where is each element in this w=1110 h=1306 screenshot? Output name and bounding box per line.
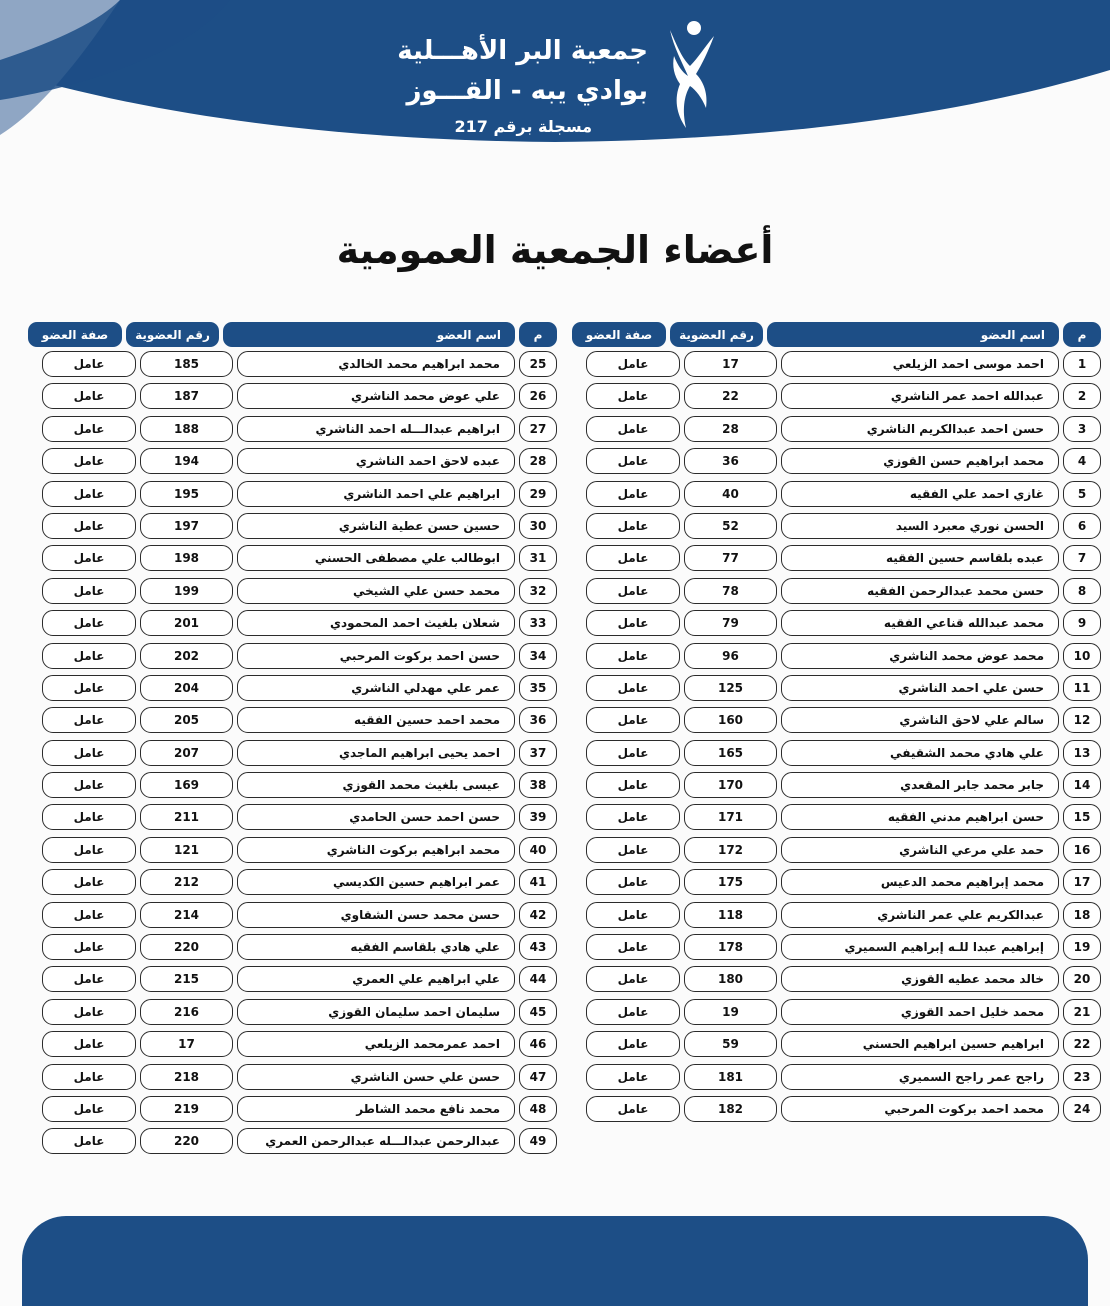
member-name: غازي احمد علي الفقيه xyxy=(781,481,1059,507)
table-row xyxy=(28,351,557,383)
member-role: عامل xyxy=(586,1031,680,1057)
row-number: 32 xyxy=(519,578,557,604)
row-number: 47 xyxy=(519,1064,557,1090)
table-row xyxy=(28,545,557,577)
members-table-right xyxy=(572,322,1101,1128)
member-role: عامل xyxy=(586,578,680,604)
membership-number: 215 xyxy=(140,966,233,992)
table-row xyxy=(28,383,557,415)
member-name: محمد ابراهيم حسن القوزي xyxy=(781,448,1059,474)
row-number: 36 xyxy=(519,707,557,733)
membership-number: 172 xyxy=(684,837,777,863)
org-name-line1: جمعية البر الأهـــلية xyxy=(397,36,648,66)
member-role: عامل xyxy=(42,966,136,992)
row-number: 3 xyxy=(1063,416,1101,442)
member-name: عبدالكريم علي عمر الناشري xyxy=(781,902,1059,928)
table-row xyxy=(572,416,1101,448)
header-banner xyxy=(0,0,1110,160)
table-row xyxy=(572,351,1101,383)
header-num: م xyxy=(1063,322,1101,347)
membership-number: 28 xyxy=(684,416,777,442)
membership-number: 211 xyxy=(140,804,233,830)
table-header-row xyxy=(28,322,557,349)
row-number: 42 xyxy=(519,902,557,928)
row-number: 46 xyxy=(519,1031,557,1057)
member-role: عامل xyxy=(42,481,136,507)
membership-number: 171 xyxy=(684,804,777,830)
row-number: 21 xyxy=(1063,999,1101,1025)
membership-number: 219 xyxy=(140,1096,233,1122)
membership-number: 199 xyxy=(140,578,233,604)
table-row xyxy=(572,934,1101,966)
membership-number: 214 xyxy=(140,902,233,928)
member-name: محمد حسن علي الشيخي xyxy=(237,578,515,604)
member-role: عامل xyxy=(42,448,136,474)
header-role: صفة العضو xyxy=(572,322,666,347)
member-name: محمد احمد حسين الفقيه xyxy=(237,707,515,733)
member-name: سالم علي لاحق الناشري xyxy=(781,707,1059,733)
table-row xyxy=(572,383,1101,415)
member-role: عامل xyxy=(586,545,680,571)
member-role: عامل xyxy=(42,902,136,928)
table-row xyxy=(28,804,557,836)
table-row xyxy=(28,643,557,675)
member-name: ابراهيم علي احمد الناشري xyxy=(237,481,515,507)
header-membership: رقم العضوية xyxy=(670,322,763,347)
row-number: 7 xyxy=(1063,545,1101,571)
membership-number: 118 xyxy=(684,902,777,928)
table-row xyxy=(28,1128,557,1160)
membership-number: 212 xyxy=(140,869,233,895)
member-name: ابوطالب علي مصطفى الحسني xyxy=(237,545,515,571)
row-number: 11 xyxy=(1063,675,1101,701)
member-name: محمد خليل احمد القوزي xyxy=(781,999,1059,1025)
table-row xyxy=(572,643,1101,675)
table-row xyxy=(572,1031,1101,1063)
row-number: 16 xyxy=(1063,837,1101,863)
row-number: 9 xyxy=(1063,610,1101,636)
member-name: علي عوض محمد الناشري xyxy=(237,383,515,409)
table-row xyxy=(572,675,1101,707)
row-number: 43 xyxy=(519,934,557,960)
table-row xyxy=(572,481,1101,513)
table-row xyxy=(28,902,557,934)
member-name: ابراهيم عبدالـــله احمد الناشري xyxy=(237,416,515,442)
member-name: حسين حسن عطية الناشري xyxy=(237,513,515,539)
membership-number: 19 xyxy=(684,999,777,1025)
membership-number: 180 xyxy=(684,966,777,992)
membership-number: 187 xyxy=(140,383,233,409)
member-name: عبده بلقاسم حسين الفقيه xyxy=(781,545,1059,571)
member-role: عامل xyxy=(586,675,680,701)
member-name: سليمان احمد سليمان القوزي xyxy=(237,999,515,1025)
membership-number: 40 xyxy=(684,481,777,507)
member-name: حسن محمد عبدالرحمن الفقيه xyxy=(781,578,1059,604)
membership-number: 201 xyxy=(140,610,233,636)
row-number: 14 xyxy=(1063,772,1101,798)
member-role: عامل xyxy=(586,448,680,474)
member-role: عامل xyxy=(42,675,136,701)
registration-number: مسجلة برقم 217 xyxy=(454,117,592,136)
member-role: عامل xyxy=(42,1096,136,1122)
row-number: 10 xyxy=(1063,643,1101,669)
header-membership: رقم العضوية xyxy=(126,322,219,347)
member-role: عامل xyxy=(42,772,136,798)
table-row xyxy=(28,707,557,739)
members-table-left xyxy=(28,322,557,1161)
member-name: محمد إبراهيم محمد الدعيس xyxy=(781,869,1059,895)
row-number: 18 xyxy=(1063,902,1101,928)
table-row xyxy=(28,448,557,480)
table-row xyxy=(572,966,1101,998)
membership-number: 216 xyxy=(140,999,233,1025)
table-row xyxy=(28,1096,557,1128)
table-row xyxy=(572,1064,1101,1096)
row-number: 19 xyxy=(1063,934,1101,960)
table-row xyxy=(28,740,557,772)
table-header-row xyxy=(572,322,1101,349)
row-number: 24 xyxy=(1063,1096,1101,1122)
member-name: حمد علي مرعي الناشري xyxy=(781,837,1059,863)
row-number: 35 xyxy=(519,675,557,701)
footer-banner xyxy=(22,1216,1088,1306)
member-name: احمد يحيى ابراهيم الماجدي xyxy=(237,740,515,766)
member-role: عامل xyxy=(42,740,136,766)
member-role: عامل xyxy=(586,1096,680,1122)
member-role: عامل xyxy=(586,643,680,669)
member-role: عامل xyxy=(42,999,136,1025)
membership-number: 165 xyxy=(684,740,777,766)
member-role: عامل xyxy=(586,772,680,798)
member-name: حسن محمد حسن الشقاوي xyxy=(237,902,515,928)
row-number: 1 xyxy=(1063,351,1101,377)
member-role: عامل xyxy=(42,707,136,733)
table-row xyxy=(28,837,557,869)
table-row xyxy=(28,416,557,448)
table-row xyxy=(28,772,557,804)
table-row xyxy=(28,610,557,642)
member-name: احمد موسى احمد الزيلعي xyxy=(781,351,1059,377)
membership-number: 204 xyxy=(140,675,233,701)
row-number: 39 xyxy=(519,804,557,830)
row-number: 8 xyxy=(1063,578,1101,604)
member-name: عبده لاحق احمد الناشري xyxy=(237,448,515,474)
member-role: عامل xyxy=(586,610,680,636)
member-role: عامل xyxy=(42,1031,136,1057)
table-row xyxy=(28,481,557,513)
table-row xyxy=(572,837,1101,869)
member-role: عامل xyxy=(42,643,136,669)
member-role: عامل xyxy=(42,934,136,960)
member-name: ابراهيم حسين ابراهيم الحسني xyxy=(781,1031,1059,1057)
member-role: عامل xyxy=(42,837,136,863)
table-row xyxy=(572,707,1101,739)
member-role: عامل xyxy=(586,740,680,766)
membership-number: 169 xyxy=(140,772,233,798)
table-row xyxy=(28,1031,557,1063)
membership-number: 202 xyxy=(140,643,233,669)
member-role: عامل xyxy=(586,869,680,895)
member-name: عيسى بلغيث محمد القوزي xyxy=(237,772,515,798)
membership-number: 170 xyxy=(684,772,777,798)
member-name: حسن علي حسن الناشري xyxy=(237,1064,515,1090)
member-role: عامل xyxy=(42,545,136,571)
member-name: حسن احمد حسن الحامدي xyxy=(237,804,515,830)
table-row xyxy=(28,934,557,966)
page-title: أعضاء الجمعية العمومية xyxy=(336,228,774,272)
row-number: 15 xyxy=(1063,804,1101,830)
member-role: عامل xyxy=(42,1128,136,1154)
table-row xyxy=(28,966,557,998)
row-number: 45 xyxy=(519,999,557,1025)
membership-number: 125 xyxy=(684,675,777,701)
membership-number: 220 xyxy=(140,1128,233,1154)
row-number: 4 xyxy=(1063,448,1101,474)
row-number: 41 xyxy=(519,869,557,895)
membership-number: 22 xyxy=(684,383,777,409)
member-role: عامل xyxy=(586,416,680,442)
member-name: علي هادي بلقاسم الفقيه xyxy=(237,934,515,960)
member-role: عامل xyxy=(586,351,680,377)
table-row xyxy=(572,610,1101,642)
membership-number: 17 xyxy=(140,1031,233,1057)
member-role: عامل xyxy=(42,610,136,636)
membership-number: 160 xyxy=(684,707,777,733)
membership-number: 205 xyxy=(140,707,233,733)
table-row xyxy=(28,1064,557,1096)
member-name: حسن ابراهيم مدني الفقيه xyxy=(781,804,1059,830)
table-row xyxy=(28,675,557,707)
member-name: محمد احمد بركوت المرحبي xyxy=(781,1096,1059,1122)
member-name: خالد محمد عطيه القوزي xyxy=(781,966,1059,992)
row-number: 27 xyxy=(519,416,557,442)
member-role: عامل xyxy=(42,869,136,895)
membership-number: 78 xyxy=(684,578,777,604)
table-row xyxy=(28,513,557,545)
header-num: م xyxy=(519,322,557,347)
membership-number: 175 xyxy=(684,869,777,895)
member-role: عامل xyxy=(42,578,136,604)
table-row xyxy=(572,513,1101,545)
row-number: 49 xyxy=(519,1128,557,1154)
member-name: محمد عبدالله قناعي الفقيه xyxy=(781,610,1059,636)
member-role: عامل xyxy=(42,416,136,442)
membership-number: 121 xyxy=(140,837,233,863)
membership-number: 182 xyxy=(684,1096,777,1122)
member-name: احمد عمرمحمد الزيلعي xyxy=(237,1031,515,1057)
member-name: جابر محمد جابر المقعدي xyxy=(781,772,1059,798)
member-name: حسن علي احمد الناشري xyxy=(781,675,1059,701)
member-role: عامل xyxy=(586,804,680,830)
row-number: 40 xyxy=(519,837,557,863)
row-number: 23 xyxy=(1063,1064,1101,1090)
row-number: 12 xyxy=(1063,707,1101,733)
membership-number: 77 xyxy=(684,545,777,571)
membership-number: 181 xyxy=(684,1064,777,1090)
row-number: 29 xyxy=(519,481,557,507)
membership-number: 96 xyxy=(684,643,777,669)
org-name-line2: بوادي يبه - القـــوز xyxy=(406,76,648,106)
row-number: 48 xyxy=(519,1096,557,1122)
table-row xyxy=(28,999,557,1031)
member-name: حسن احمد عبدالكريم الناشري xyxy=(781,416,1059,442)
member-role: عامل xyxy=(586,902,680,928)
row-number: 25 xyxy=(519,351,557,377)
member-name: حسن احمد بركوت المرحبي xyxy=(237,643,515,669)
table-row xyxy=(572,1096,1101,1128)
row-number: 44 xyxy=(519,966,557,992)
row-number: 28 xyxy=(519,448,557,474)
row-number: 33 xyxy=(519,610,557,636)
row-number: 38 xyxy=(519,772,557,798)
row-number: 22 xyxy=(1063,1031,1101,1057)
member-role: عامل xyxy=(42,351,136,377)
row-number: 34 xyxy=(519,643,557,669)
member-role: عامل xyxy=(586,1064,680,1090)
row-number: 2 xyxy=(1063,383,1101,409)
row-number: 30 xyxy=(519,513,557,539)
member-role: عامل xyxy=(586,481,680,507)
member-name: محمد ابراهيم بركوت الناشري xyxy=(237,837,515,863)
header-name: اسم العضو xyxy=(223,322,515,347)
header-role: صفة العضو xyxy=(28,322,122,347)
member-name: علي هادي محمد الشقيفي xyxy=(781,740,1059,766)
membership-number: 59 xyxy=(684,1031,777,1057)
row-number: 31 xyxy=(519,545,557,571)
membership-number: 220 xyxy=(140,934,233,960)
member-name: راجح عمر راجح السميري xyxy=(781,1064,1059,1090)
member-role: عامل xyxy=(586,999,680,1025)
member-role: عامل xyxy=(42,1064,136,1090)
table-row xyxy=(572,869,1101,901)
membership-number: 195 xyxy=(140,481,233,507)
membership-number: 218 xyxy=(140,1064,233,1090)
row-number: 26 xyxy=(519,383,557,409)
table-row xyxy=(572,448,1101,480)
membership-number: 178 xyxy=(684,934,777,960)
table-row xyxy=(572,804,1101,836)
membership-number: 52 xyxy=(684,513,777,539)
member-role: عامل xyxy=(586,837,680,863)
membership-number: 17 xyxy=(684,351,777,377)
membership-number: 185 xyxy=(140,351,233,377)
member-role: عامل xyxy=(586,934,680,960)
member-role: عامل xyxy=(586,966,680,992)
organization-logo-icon xyxy=(660,18,722,134)
member-name: الحسن نوري معبرد السيد xyxy=(781,513,1059,539)
row-number: 37 xyxy=(519,740,557,766)
table-row xyxy=(572,772,1101,804)
table-row xyxy=(28,869,557,901)
membership-number: 194 xyxy=(140,448,233,474)
row-number: 13 xyxy=(1063,740,1101,766)
table-row xyxy=(572,999,1101,1031)
table-row xyxy=(572,578,1101,610)
table-row xyxy=(28,578,557,610)
membership-number: 197 xyxy=(140,513,233,539)
row-number: 5 xyxy=(1063,481,1101,507)
member-role: عامل xyxy=(586,383,680,409)
member-name: محمد نافع محمد الشاطر xyxy=(237,1096,515,1122)
header-name: اسم العضو xyxy=(767,322,1059,347)
membership-number: 36 xyxy=(684,448,777,474)
member-name: عبدالله احمد عمر الناشري xyxy=(781,383,1059,409)
member-role: عامل xyxy=(586,513,680,539)
row-number: 17 xyxy=(1063,869,1101,895)
member-role: عامل xyxy=(586,707,680,733)
membership-number: 188 xyxy=(140,416,233,442)
member-role: عامل xyxy=(42,383,136,409)
table-row xyxy=(572,902,1101,934)
member-name: شعلان بلغيث احمد المحمودي xyxy=(237,610,515,636)
table-row xyxy=(572,545,1101,577)
row-number: 6 xyxy=(1063,513,1101,539)
table-row xyxy=(572,740,1101,772)
member-role: عامل xyxy=(42,513,136,539)
membership-number: 198 xyxy=(140,545,233,571)
member-name: عمر ابراهيم حسين الكديسي xyxy=(237,869,515,895)
member-name: إبراهيم عبدا للـه إبراهيم السميري xyxy=(781,934,1059,960)
member-name: عبدالرحمن عبدالـــله عبدالرحمن العمري xyxy=(237,1128,515,1154)
membership-number: 79 xyxy=(684,610,777,636)
member-role: عامل xyxy=(42,804,136,830)
row-number: 20 xyxy=(1063,966,1101,992)
member-name: عمر علي مهدلي الناشري xyxy=(237,675,515,701)
member-name: محمد عوض محمد الناشري xyxy=(781,643,1059,669)
membership-number: 207 xyxy=(140,740,233,766)
member-name: محمد ابراهيم محمد الخالدي xyxy=(237,351,515,377)
member-name: علي ابراهيم علي العمري xyxy=(237,966,515,992)
